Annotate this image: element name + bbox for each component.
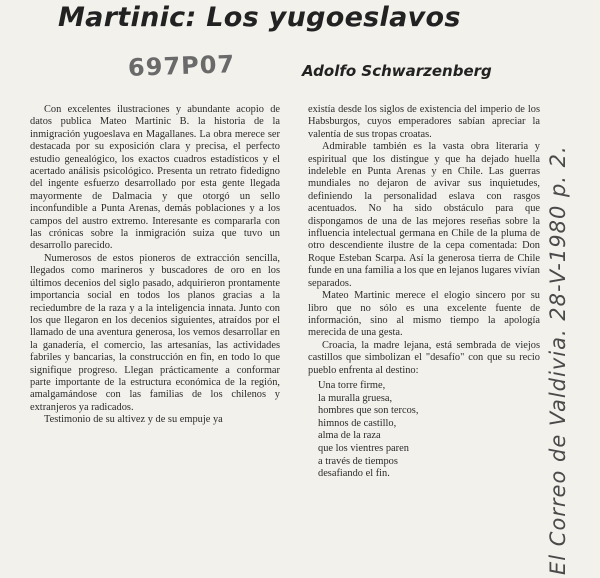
paragraph: Con excelentes ilustraciones y abundante acopio de datos publica Mateo Martinic B. la historia de la inmigración yugoeslava en Magallanes. La obra merece ser destacada por su exposición clara y precisa, el perfecto estudio genealógico, los exactos cuadros estadísticos y el acertado análisis psicológico. Presenta un retrato fidedigno del ingente esfuerzo desarrollado por esta gente llegada mayormente de Dalmacia y que otorgó un sello inconfundible a Punta Arenas, demás poblaciones y a los campos del austro extremo. Interesante es compararla con las crónicas sobre la inmigración suiza que tuvo un desarrollo parecido. (30, 104, 280, 252)
poem-line: Una torre firme, (318, 379, 386, 391)
paragraph: Croacia, la madre lejana, está sembrada de viejos castillos que simbolizan el "desafío" con que su recio pueblo enfrenta al destino: (308, 339, 540, 376)
poem-line: la muralla gruesa, (318, 392, 393, 404)
poem-line: desafiando el fin. (318, 468, 390, 480)
paragraph: Numerosos de estos pioneros de extracción sencilla, llegados como marineros y buscadores de oro en los últimos decenios del siglo pasado, adquirieron prontamente importancia social en todos los planos gracias a la reciedumbre de la raza y a la inteligencia innata. Junto con los que llegaron en los decenios siguientes, atraídos por el llamado de una aventura generosa, los vemos desarrollar en la ganadería, el comercio, las artesanías, las actividades fabriles y bancarias, la construcción en fin, en todo lo que signifique progreso. Llegan prácticamente a conformar parte importante de la estructura económica de la región, amalgamándose con las familias de los chilenos y extranjeros ya radicados. (30, 252, 280, 413)
author-byline: Adolfo Schwarzenberg (302, 62, 492, 80)
paragraph: Mateo Martinic merece el elogio sincero por su libro que no sólo es una excelente fuente de información, sino al mismo tiempo la apología merecida de una gesta. (308, 290, 540, 339)
handwritten-source-note: El Correo de Valdivia. 28-V-1980 p. 2. (546, 145, 570, 575)
handwritten-catalog-number: 697P07 (127, 50, 236, 82)
poem (318, 380, 540, 481)
paragraph: existía desde los siglos de existencia del imperio de los Habsburgos, cuyos emperadores sabían apreciar la valentía de sus tropas croatas. (308, 104, 540, 140)
article-column-right (308, 104, 540, 481)
paragraph: Testimonio de su altivez y de su empuje ya (44, 414, 223, 426)
poem-line: himnos de castillo, (318, 417, 397, 429)
poem-line: a través de tiempos (318, 455, 398, 467)
article-column-left (30, 104, 280, 427)
poem-line: alma de la raza (318, 430, 381, 442)
article-title: Martinic: Los yugoeslavos (58, 2, 461, 33)
poem-line: hombres que son tercos, (318, 405, 419, 417)
poem-line: que los vientres paren (318, 442, 409, 454)
paragraph: Admirable también es la vasta obra literaria y espiritual que los distingue y que ha dejado huella indeleble en Punta Arenas y en Chile. Las guerras mundiales no dejaron de avivar sus inquietudes, definiendo la personalidad eslava con rasgos acentuados. No ha sido obstáculo para que dispongamos de una de las mejores reseñas sobre la influencia intelectual germana en Chile de la pluma de otro descendiente ilustre de la cepa comentada: Don Roque Esteban Scarpa. Así la generosa tierra de Chile funde en una familia a los que en lejanos lugares vivían separados. (308, 141, 540, 289)
